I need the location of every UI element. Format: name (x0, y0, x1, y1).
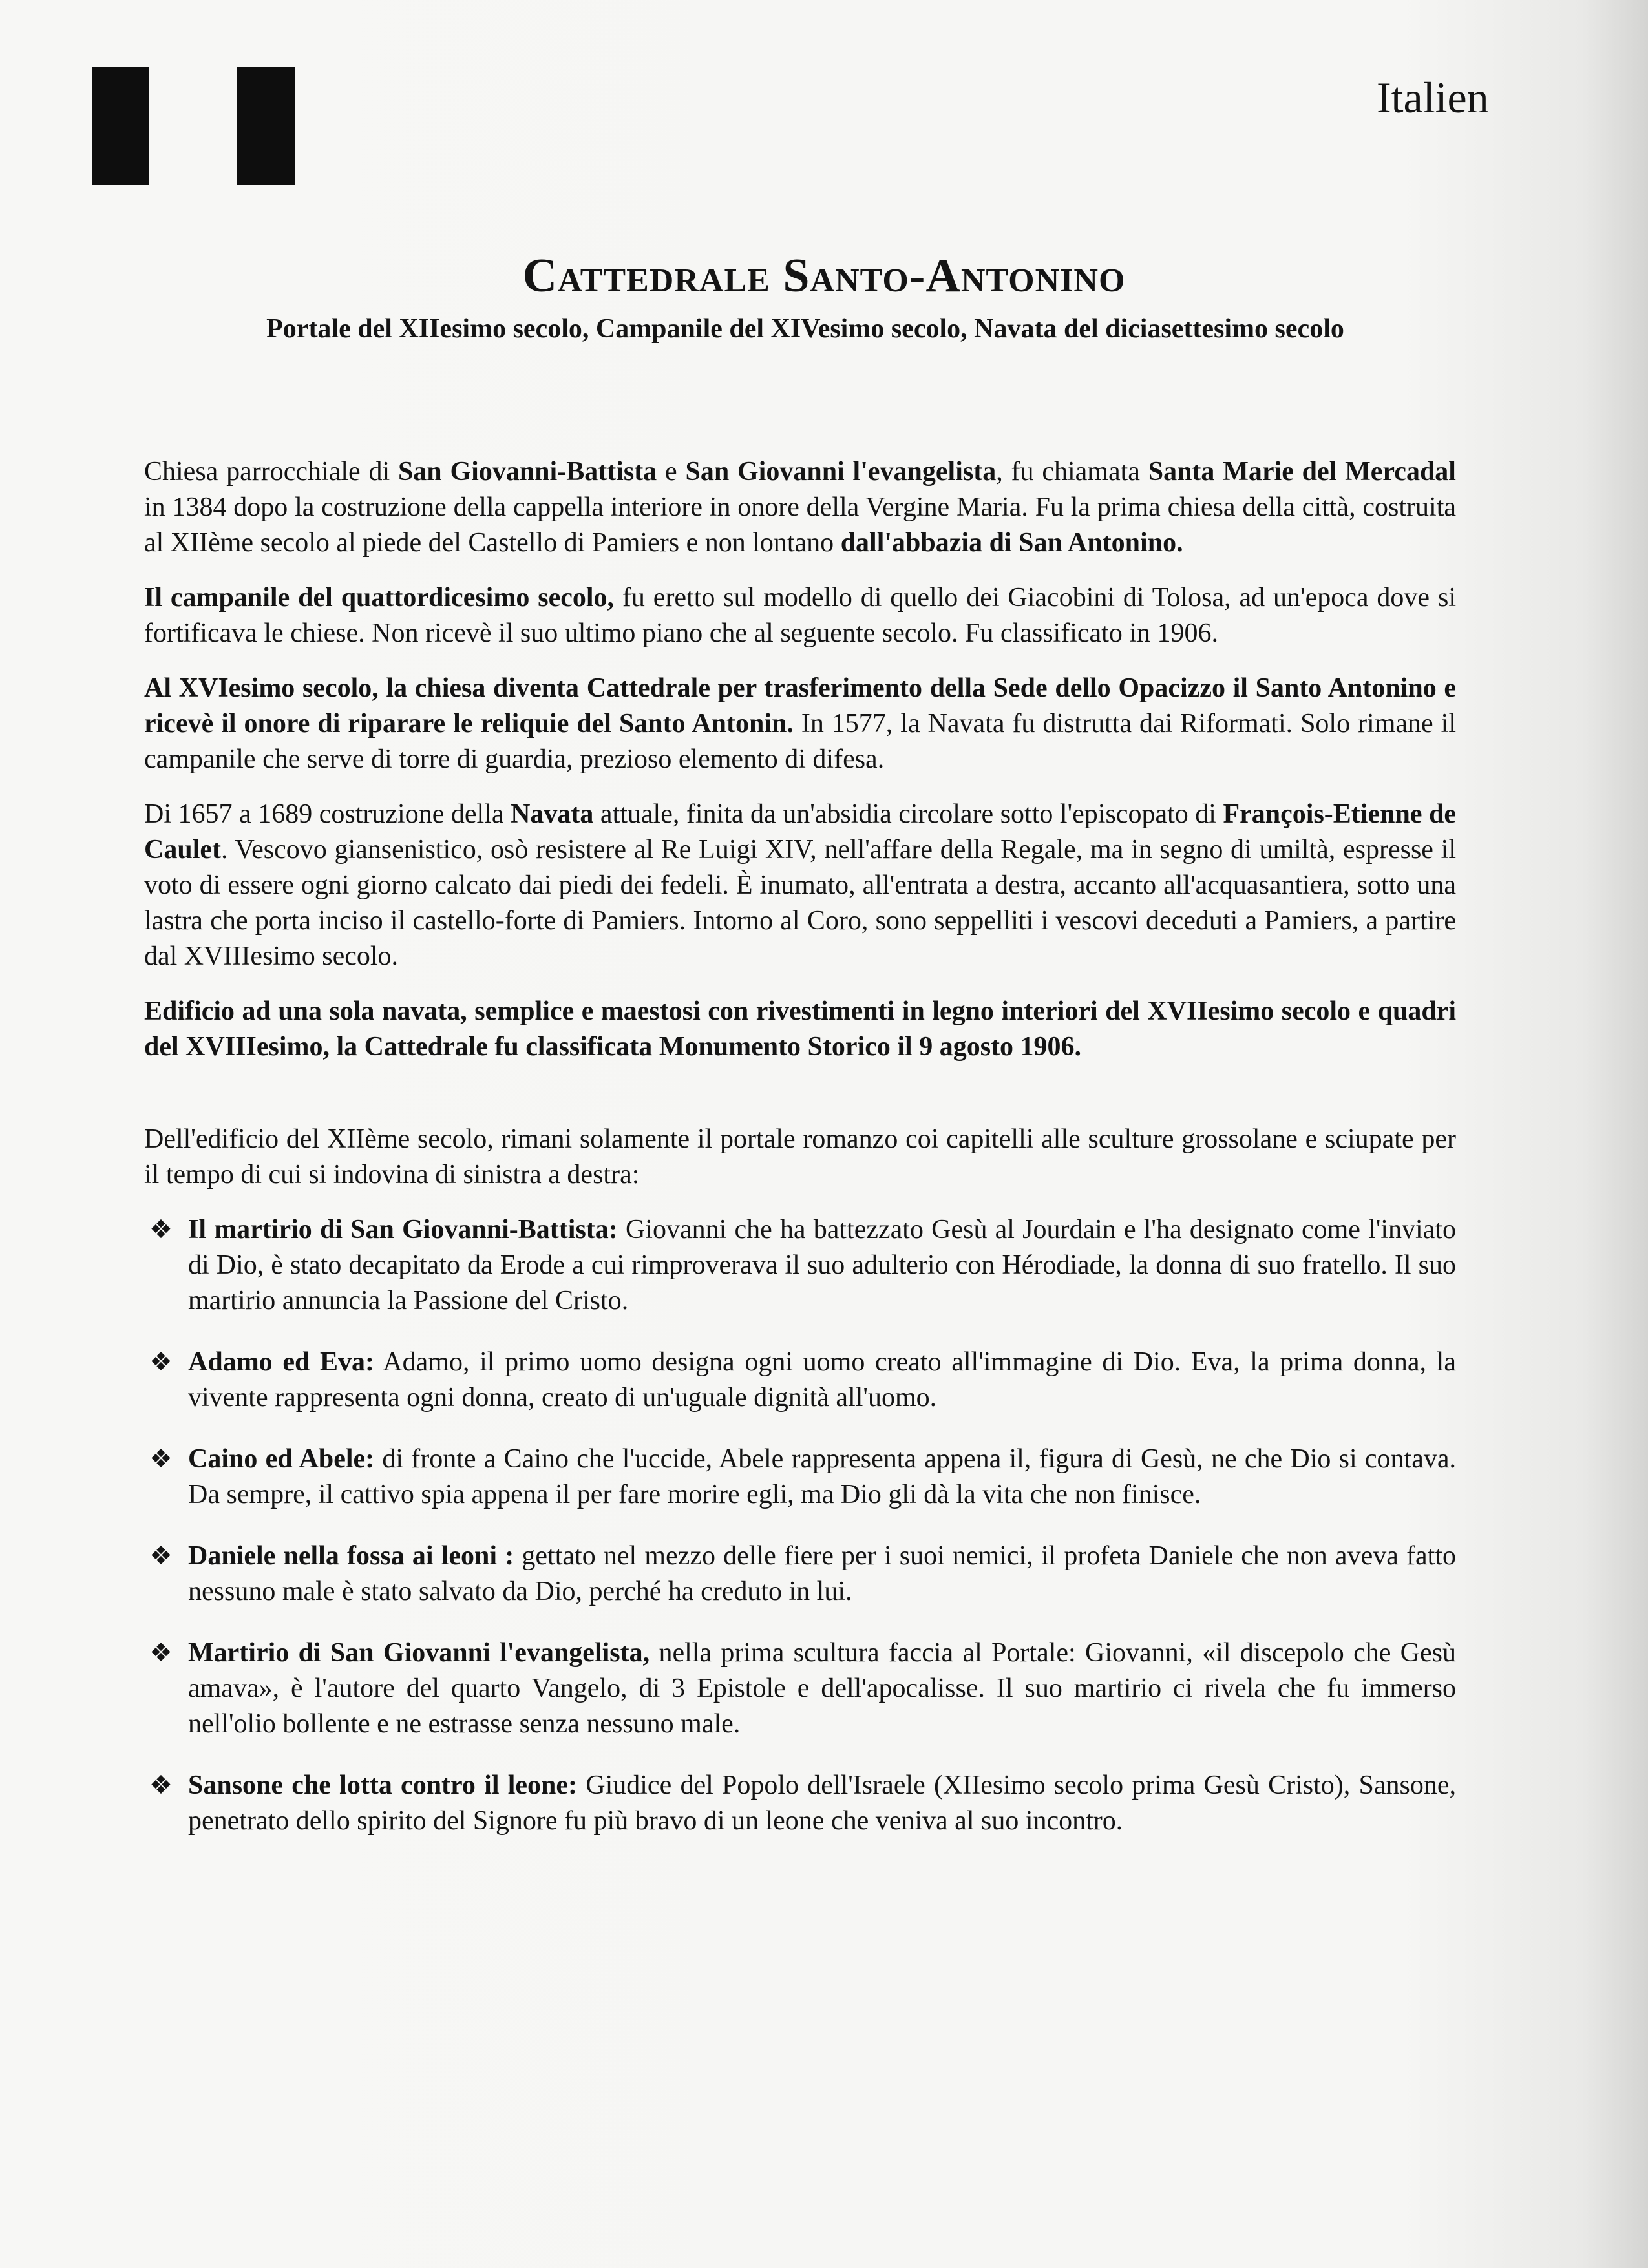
diamond-bullet-icon: ❖ (149, 1770, 173, 1800)
paragraph-nave: Di 1657 a 1689 costruzione della Navata attuale, finita da un'absidia circolare sotto l'episcopato di François-Etienne de Caulet. Vescovo giansenistico, osò resistere al Re Luigi XIV, nell'affare della Regale, ma in segno di umiltà, espresse il voto di essere ogni giorno calcato dai piedi dei fedeli. È inumato, all'entrata a destra, accanto all'acquasantiera, sotto una lastra che porta inciso il castello-forte di Pamiers. Intorno al Coro, sono seppelliti i vescovi deceduti a Pamiers, a partire dal XVIIIesimo secolo. (144, 799, 1456, 971)
paragraph-monument: Edificio ad una sola navata, semplice e maestosi con rivestimenti in legno interiori del XVIIesimo secolo e quadri del XVIIIesimo, la Cattedrale fu classificata Monumento Storico il 9 agosto 1906. (144, 996, 1456, 1062)
diamond-bullet-icon: ❖ (149, 1347, 173, 1377)
diamond-bullet-icon: ❖ (149, 1215, 173, 1244)
diamond-bullet-icon: ❖ (149, 1638, 173, 1668)
page-title: Cattedrale Santo-Antonino (522, 249, 1126, 302)
paragraph-history: Chiesa parrocchiale di San Giovanni-Battista e San Giovanni l'evangelista, fu chiamata Santa Marie del Mercadal in 1384 dopo la costruzione della cappella interiore in onore della Vergine Maria. Fu la prima chiesa della città, costruita al XIIème secolo al piede del Castello di Pamiers e non lontano dall'abbazia di San Antonino. (144, 457, 1456, 558)
list-item: ❖ Martirio di San Giovanni l'evangelista, nella prima scultura faccia al Portale: Giovanni, «il discepolo che Gesù amava», è l'autore del quarto Vangelo, di 3 Epistole e dell'apocalisse. Il suo martirio ci rivela che fu immerso nell'olio bollente e ne estrasse senza nessuno male. (144, 1635, 1456, 1742)
diamond-bullet-icon: ❖ (149, 1541, 173, 1571)
black-index-tab (92, 67, 149, 185)
paragraph-cathedral: Al XVIesimo secolo, la chiesa diventa Cattedrale per trasferimento della Sede dello Opacizzo il Santo Antonino e ricevè il onore di riparare le reliquie del Santo Antonin. In 1577, la Navata fu distrutta dai Riformati. Solo rimane il campanile che serve di torre di guardia, prezioso elemento di difesa. (144, 673, 1456, 774)
language-label: Italien (1377, 73, 1489, 122)
page-subtitle: Portale del XIIesimo secolo, Campanile del XIVesimo secolo, Navata del diciasettesimo secolo (266, 314, 1344, 344)
list-item: ❖ Sansone che lotta contro il leone: Giudice del Popolo dell'Israele (XIIesimo secolo prima Gesù Cristo), Sansone, penetrato dello spirito del Signore fu più bravo di un leone che veniva al suo incontro. (144, 1768, 1456, 1839)
black-index-tab (237, 67, 295, 185)
paragraph-bell-tower: Il campanile del quattordicesimo secolo, fu eretto sul modello di quello dei Giacobini di Tolosa, ad un'epoca dove si fortificava le chiese. Non ricevè il suo ultimo piano che al seguente secolo. Fu classificato in 1906. (144, 583, 1456, 648)
list-item: ❖ Il martirio di San Giovanni-Battista: Giovanni che ha battezzato Gesù al Jourdain e l'ha designato come l'inviato di Dio, è stato decapitato da Erode a cui rimproverava il suo adulterio con Hérodiade, la donna di suo fratello. Il suo martirio annuncia la Passione del Cristo. (144, 1212, 1456, 1319)
diamond-bullet-icon: ❖ (149, 1444, 173, 1474)
list-item: ❖ Caino ed Abele: di fronte a Caino che l'uccide, Abele rappresenta appena il, figura di Gesù, ne che Dio si contava. Da sempre, il cattivo spia appena il per fare morire egli, ma Dio gli dà la vita che non finisce. (144, 1442, 1456, 1513)
paragraph-portal: Dell'edificio del XIIème secolo, rimani solamente il portale romanzo coi capitelli alle sculture grossolane e sciupate per il tempo di cui si indovina di sinistra a destra: (144, 1124, 1456, 1190)
list-item: ❖ Daniele nella fossa ai leoni : gettato nel mezzo delle fiere per i suoi nemici, il profeta Daniele che non aveva fatto nessuno male è stato salvato da Dio, perché ha creduto in lui. (144, 1538, 1456, 1610)
sculpture-list (144, 1212, 1456, 1839)
list-item: ❖ Adamo ed Eva: Adamo, il primo uomo designa ogni uomo creato all'immagine di Dio. Eva, la prima donna, la vivente rappresenta ogni donna, creato di un'uguale dignità all'uomo. (144, 1345, 1456, 1416)
document-body (144, 454, 1456, 1865)
